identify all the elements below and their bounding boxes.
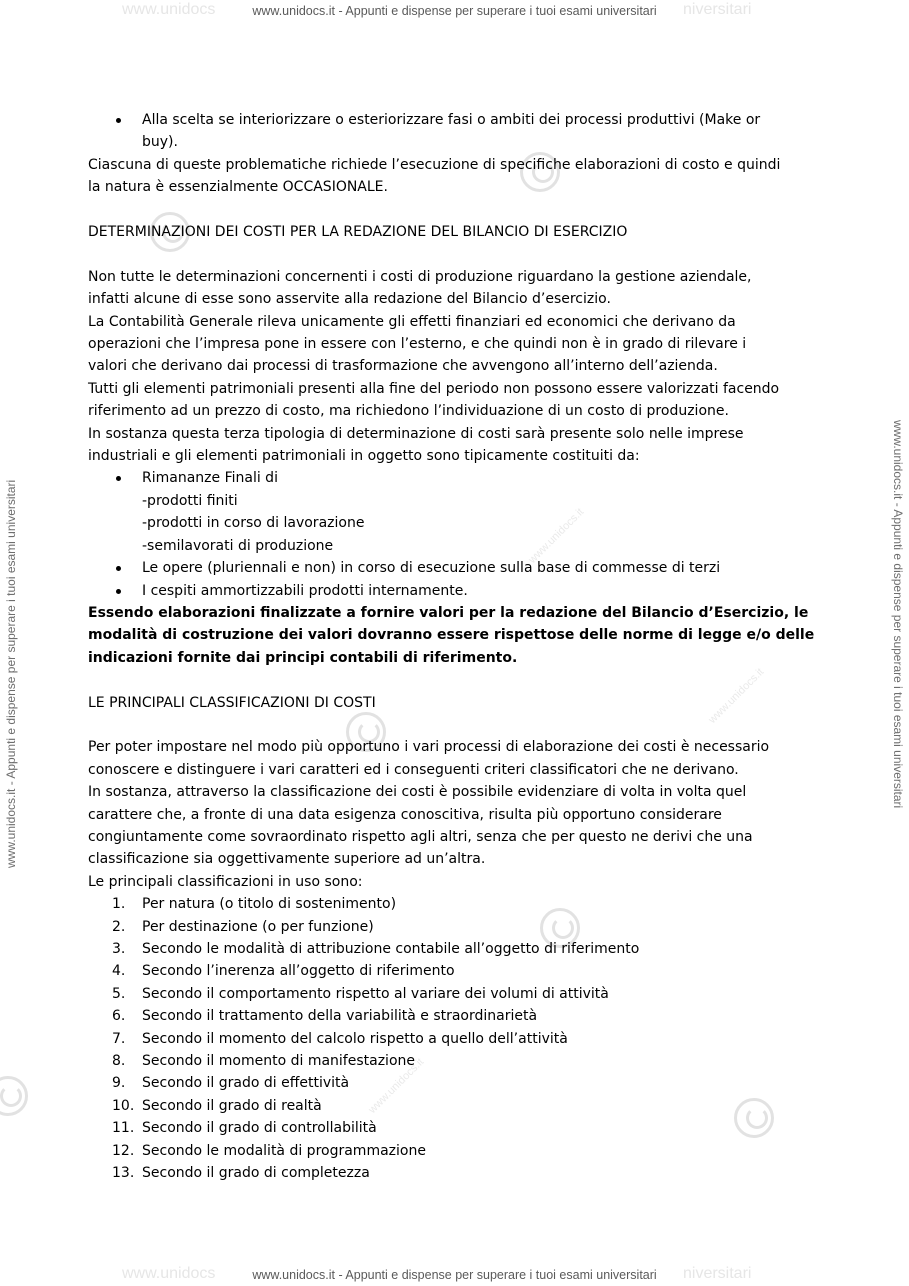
numbered-item: 13. Secondo il grado di completezza [112, 1165, 370, 1182]
numbered-item: 11. Secondo il grado di controllabilità [112, 1120, 377, 1137]
sub-list-item: -prodotti in corso di lavorazione [142, 515, 365, 532]
paragraph-line: conoscere e distinguere i vari caratteri ed i conseguenti criteri classificatori che ne derivano. [88, 761, 739, 778]
numbered-item: 1. Per natura (o titolo di sostenimento) [112, 896, 397, 913]
paragraph-line: Le principali classificazioni in uso sono: [88, 873, 363, 890]
paragraph-line: Tutti gli elementi patrimoniali presenti alla fine del periodo non possono essere valorizzati facendo [88, 380, 780, 397]
paragraph-line: classificazione sia oggettivamente superiore ad un’altra. [88, 851, 486, 868]
numbered-item: 3. Secondo le modalità di attribuzione contabile all’oggetto di riferimento [112, 940, 640, 957]
side-text-left: www.unidocs.it - Appunti e dispense per superare i tuoi esami universitari [4, 479, 18, 868]
banner-text: www.unidocs.it - Appunti e dispense per superare i tuoi esami universitari [252, 4, 657, 18]
numbered-item: 2. Per destinazione (o per funzione) [112, 918, 374, 935]
paragraph-line: congiuntamente come sovraordinato rispetto agli altri, senza che per questo ne derivi che una [88, 828, 753, 845]
section-heading: LE PRINCIPALI CLASSIFICAZIONI DI COSTI [88, 694, 376, 711]
side-text-right: www.unidocs.it - Appunti e dispense per superare i tuoi esami universitari [891, 420, 905, 809]
footer-banner [0, 1265, 909, 1282]
bold-paragraph-line: modalità di costruzione dei valori dovranno essere rispettose delle norme di legge e/o delle [88, 627, 815, 644]
paragraph-line: Per poter impostare nel modo più opportuno i vari processi di elaborazione dei costi è necessario [88, 739, 770, 756]
numbered-item: 7. Secondo il momento del calcolo rispetto a quello dell’attività [112, 1030, 568, 1047]
numbered-item: 6. Secondo il trattamento della variabilità e straordinarietà [112, 1008, 538, 1025]
bold-paragraph-line: Essendo elaborazioni finalizzate a fornire valori per la redazione del Bilancio d’Esercizio, le [88, 604, 809, 621]
watermark-text: www.unidocs.it [706, 666, 767, 726]
paragraph-line: La Contabilità Generale rileva unicamente gli effetti finanziari ed economici che derivano da [88, 313, 736, 330]
bullet-icon [116, 566, 121, 571]
watermark-logo-icon [0, 1076, 28, 1116]
paragraph-line: valori che derivano dai processi di trasformazione che avvengono all’interno dell’azienda. [88, 358, 718, 375]
numbered-item: 4. Secondo l’inerenza all’oggetto di riferimento [112, 963, 455, 980]
list-item: Le opere (pluriennali e non) in corso di esecuzione sulla base di commesse di terzi [88, 557, 828, 579]
banner-ghost-right: niversitari [683, 1, 752, 18]
list-item: Alla scelta se interiorizzare o esteriorizzare fasi o ambiti dei processi produttivi (Make or buy). [88, 109, 828, 154]
sub-list-item: -prodotti finiti [142, 492, 238, 509]
bullet-icon [116, 589, 121, 594]
paragraph-line: In sostanza, attraverso la classificazione dei costi è possibile evidenziare di volta in volta quel [88, 784, 747, 801]
paragraph-line: infatti alcune di esse sono asservite alla redazione del Bilancio d’esercizio. [88, 291, 611, 308]
paragraph-line: Ciascuna di queste problematiche richiede l’esecuzione di specifiche elaborazioni di costo e quindi [88, 156, 781, 173]
paragraph-line: carattere che, a fronte di una data esigenza conoscitiva, risulta più opportuno considerare [88, 806, 722, 823]
bullet-icon [116, 476, 121, 481]
bullet-icon [116, 118, 121, 123]
document-body [88, 109, 828, 1184]
numbered-item: 12. Secondo le modalità di programmazione [112, 1142, 426, 1159]
paragraph-line: Non tutte le determinazioni concernenti i costi di produzione riguardano la gestione aziendale, [88, 268, 752, 285]
numbered-item: 10. Secondo il grado di realtà [112, 1097, 322, 1114]
bold-paragraph-line: indicazioni fornite dai principi contabili di riferimento. [88, 649, 518, 666]
banner-ghost-left: www.unidocs [122, 1, 216, 18]
numbered-item: 5. Secondo il comportamento rispetto al variare dei volumi di attività [112, 985, 609, 1002]
paragraph-line: industriali e gli elementi patrimoniali in oggetto sono tipicamente costituiti da: [88, 448, 640, 465]
watermark-text: www.unidocs.it [366, 1056, 427, 1116]
watermark-text: www.unidocs.it [526, 506, 587, 566]
footer-ghost-right: niversitari [683, 1265, 752, 1282]
paragraph-line: operazioni che l’impresa pone in essere con l’esterno, e che quindi non è in grado di rilevare i [88, 336, 747, 353]
sub-list-item: -semilavorati di produzione [142, 537, 334, 554]
list-item: I cespiti ammortizzabili prodotti internamente. [88, 580, 828, 602]
paragraph-line: riferimento ad un prezzo di costo, ma richiedono l’individuazione di un costo di produzione. [88, 403, 729, 420]
paragraph-line: In sostanza questa terza tipologia di determinazione di costi sarà presente solo nelle imprese [88, 425, 744, 442]
numbered-item: 9. Secondo il grado di effettività [112, 1075, 350, 1092]
footer-ghost-left: www.unidocs [122, 1265, 216, 1282]
footer-text: www.unidocs.it - Appunti e dispense per superare i tuoi esami universitari [252, 1268, 657, 1282]
paragraph-line: la natura è essenzialmente OCCASIONALE. [88, 179, 388, 196]
list-item: Rimananze Finali di [88, 467, 828, 489]
header-banner [0, 1, 909, 18]
section-heading: DETERMINAZIONI DEI COSTI PER LA REDAZIONE DEL BILANCIO DI ESERCIZIO [88, 224, 628, 241]
numbered-item: 8. Secondo il momento di manifestazione [112, 1053, 415, 1069]
